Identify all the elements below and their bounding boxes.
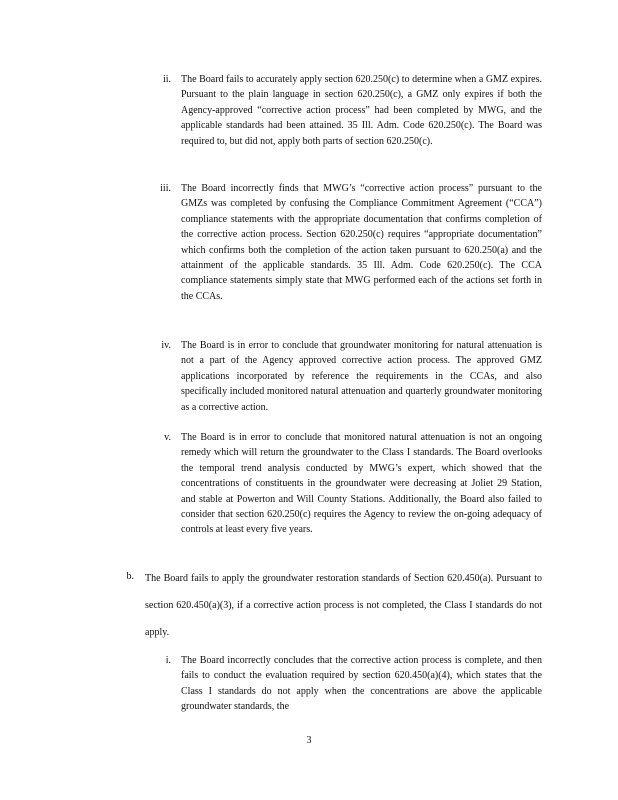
item-v-text xyxy=(181,430,542,538)
item-marker-iv: iv. xyxy=(161,340,171,351)
section-b-text xyxy=(145,565,542,646)
page-number: 3 xyxy=(306,735,312,746)
item-iv-text xyxy=(181,338,542,415)
item-v-paragraph: The Board is in error to conclude that monitored natural attenuation is not an ongoing remedy which will return the groundwater to the Class I standards. The Board overlooks the temporal trend analysis conducted by MWG’s expert, which showed that the concentrations of constituents in the groundwater were decreasing at Joliet 29 Station, and stable at Powerton and Will County Stations. Additionally, the Board also failed to consider that section 620.250(c) requires the Agency to review the on-going adequacy of controls at least every five years. xyxy=(181,432,542,536)
section-b-marker: b. xyxy=(126,571,134,582)
sub-item-marker-i: i. xyxy=(165,655,171,666)
item-ii-text xyxy=(181,72,542,149)
section-b-paragraph: The Board fails to apply the groundwater restoration standards of Section 620.450(a). Pursuant to section 620.450(a)(3), if a corrective action process is not completed, the Class I standards do not apply. xyxy=(145,573,542,638)
item-iv-paragraph: The Board is in error to conclude that groundwater monitoring for natural attenuation is not a part of the Agency approved corrective action process. The approved GMZ applications incorporated by reference the requirements in the CCAs, and also specifically included monitored natural attenuation and quarterly groundwater monitoring as a corrective action. xyxy=(181,340,542,413)
item-iii-paragraph: The Board incorrectly finds that MWG’s “corrective action process” pursuant to the GMZs was completed by confusing the Compliance Commitment Agreement (“CCA”) compliance statements with the appropriate documentation that confirms completion of the corrective action process. Section 620.250(c) requires “appropriate documentation” which confirms both the completion of the action taken pursuant to 620.250(a) and the attainment of the applicable standards. 35 Ill. Adm. Code 620.250(c). The CCA compliance statements simply state that MWG performed each of the actions set forth in the CCAs. xyxy=(181,183,542,302)
item-marker-ii: ii. xyxy=(162,74,171,85)
item-ii-paragraph: The Board fails to accurately apply section 620.250(c) to determine when a GMZ expires. Pursuant to the plain language in section 620.250(c), a GMZ only expires if both the Agency-approved “corrective action process” had been completed by MWG, and the applicable standards had been attained. 35 Ill. Adm. Code 620.250(c). The Board was required to, but did not, apply both parts of section 620.250(c). xyxy=(181,74,542,147)
sub-item-i-paragraph: The Board incorrectly concludes that the corrective action process is complete, and then fails to conduct the evaluation required by section 620.450(a)(4), which states that the Class I standards do not apply when the concentrations are above the applicable groundwater standards, the xyxy=(181,655,542,713)
item-iii-text xyxy=(181,181,542,304)
item-marker-iii: iii. xyxy=(160,183,171,194)
sub-item-i-text xyxy=(181,653,542,715)
item-marker-v: v. xyxy=(164,432,171,443)
